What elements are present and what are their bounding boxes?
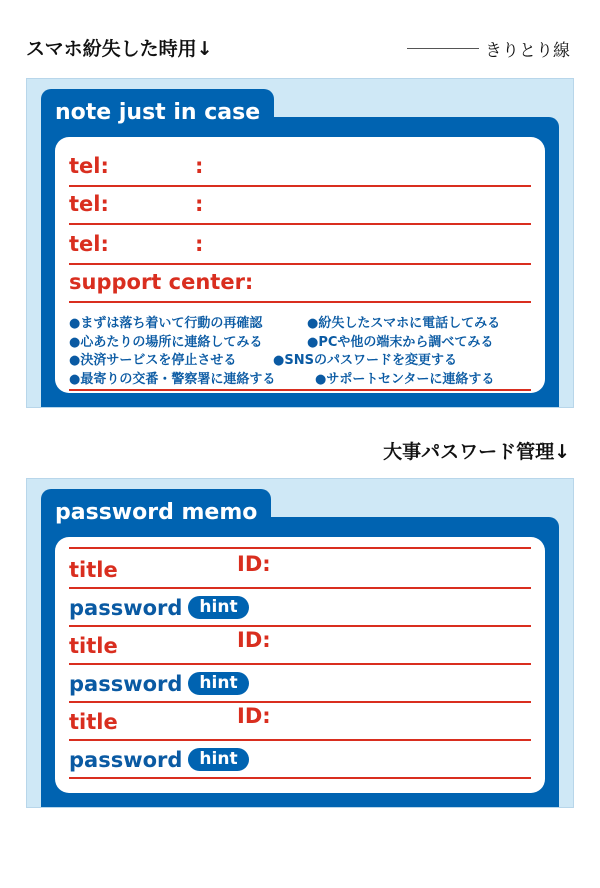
tip-item: ●サポートセンターに連絡する: [315, 371, 495, 387]
tip-item: ●心あたりの場所に連絡してみる: [69, 334, 263, 350]
password-management-heading: 大事パスワード管理↓: [383, 441, 570, 463]
tips-line: [69, 315, 531, 334]
title-label: title: [69, 634, 118, 658]
hint-badge: hint: [188, 748, 248, 771]
card-inner-panel: [55, 137, 545, 393]
id-label: ID:: [237, 628, 271, 652]
title-label: title: [69, 710, 118, 734]
tip-item: ●決済サービスを停止させる: [69, 353, 237, 368]
tips-line: [69, 352, 531, 371]
tel-row-3[interactable]: [69, 225, 531, 265]
cut-line-text: きりとり線: [485, 41, 570, 61]
card-tab-title: password memo: [41, 489, 271, 535]
password-label: password: [69, 748, 183, 772]
tel-colon: :: [195, 154, 204, 178]
cut-line-rule: [407, 48, 479, 49]
tel-label: tel:: [69, 232, 109, 256]
support-center-label: support center:: [69, 270, 254, 294]
hint-badge: hint: [188, 672, 248, 695]
tips-line: [69, 334, 531, 353]
entry-2-title-row[interactable]: [69, 627, 531, 665]
tip-item: ●紛失したスマホに電話してみる: [307, 316, 501, 331]
entry-2-password-row[interactable]: [69, 665, 531, 703]
entry-3-title-row[interactable]: [69, 703, 531, 741]
hint-badge: hint: [188, 596, 248, 619]
password-label: password: [69, 596, 183, 620]
tel-label: tel:: [69, 154, 109, 178]
password-label: password: [69, 672, 183, 696]
note-just-in-case-card: [26, 78, 574, 408]
support-center-row[interactable]: [69, 265, 531, 303]
id-label: ID:: [237, 704, 271, 728]
tips-line: [69, 371, 531, 390]
card-inner-panel: [55, 537, 545, 793]
tel-colon: :: [195, 232, 204, 256]
card-tab-title: note just in case: [41, 89, 274, 135]
tip-item: ●まずは落ち着いて行動の再確認: [69, 316, 263, 331]
entry-3-password-row[interactable]: [69, 741, 531, 779]
tel-row-2[interactable]: [69, 187, 531, 225]
title-label: title: [69, 558, 118, 582]
cut-line-label: [407, 36, 570, 61]
tip-item: ●SNSのパスワードを変更する: [273, 353, 457, 368]
tel-row-1[interactable]: [69, 141, 531, 187]
tips-list: [69, 315, 531, 391]
tip-item: ●最寄りの交番・警察署に連絡する: [69, 371, 276, 387]
tel-label: tel:: [69, 192, 109, 216]
entry-1-password-row[interactable]: [69, 589, 531, 627]
tel-colon: :: [195, 192, 204, 216]
entry-1-title-row[interactable]: [69, 549, 531, 589]
top-rule: [69, 537, 531, 549]
lost-phone-heading: スマホ紛失した時用↓: [26, 38, 213, 60]
password-memo-card: [26, 478, 574, 808]
id-label: ID:: [237, 552, 271, 576]
tip-item: ●PCや他の端末から調べてみる: [307, 334, 494, 350]
